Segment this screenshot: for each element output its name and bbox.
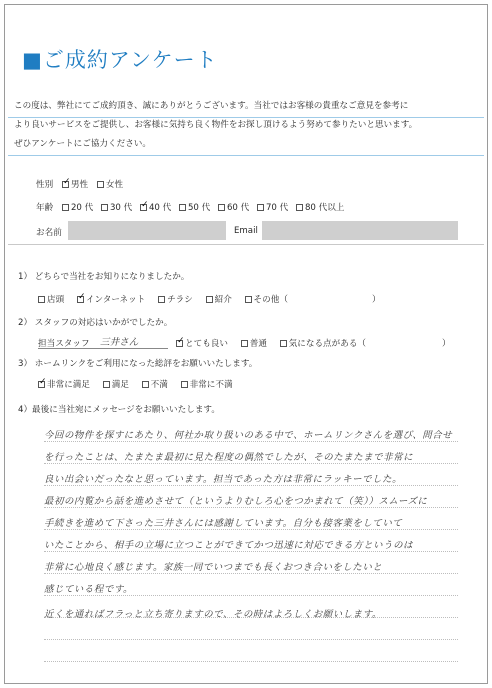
ruled-line [44,639,458,640]
checkbox-icon[interactable] [140,204,147,211]
divider [8,155,484,156]
age-option[interactable]: 30 代 [101,203,132,213]
q1-close-paren: ） [372,295,381,305]
checkbox-icon[interactable] [181,381,188,388]
question-4: 4）最後に当社宛にメッセージをお願いいたします。 [18,405,220,415]
page-title: ■ご成約アンケート [22,48,218,72]
q3-option[interactable]: 不満 [142,380,168,390]
message-line: を行ったことは、たまたま最初に見た程度の偶然でしたが、そのたまたまで非常に [44,452,414,463]
age-option[interactable]: 50 代 [179,203,210,213]
checkbox-icon[interactable] [158,296,165,303]
gender-option-female[interactable]: 女性 [97,180,123,190]
question-2: 2） スタッフの対応はいかがでしたか。 [18,318,173,328]
email-field-redacted[interactable] [262,221,458,240]
q1-option[interactable]: チラシ [158,295,193,305]
q2-option[interactable]: 普通 [241,339,267,349]
q3-option[interactable]: 非常に不満 [181,380,233,390]
checkbox-icon[interactable] [62,204,69,211]
name-field-redacted[interactable] [68,221,226,240]
email-label: Email [234,226,258,236]
intro-line: より良いサービスをご提供し、お客様に気持ち良く物件をお探し頂けるよう努めて参りたいと思います。 [14,120,418,130]
checkbox-icon[interactable] [38,381,45,388]
message-line: 最初の内覧から話を進めさせて（というよりむしろ心をつかまれて（笑））スムーズに [44,496,428,507]
q2-close-paren: ） [442,339,451,349]
staff-underline [38,348,168,349]
message-line: 良い出会いだったなと思っています。担当であった方は非常にラッキーでした。 [44,474,403,485]
gender-label: 性別 [36,180,54,190]
question-1: 1） どちらで当社をお知りになりましたか。 [18,272,190,282]
divider [8,244,484,245]
age-option[interactable]: 60 代 [218,203,249,213]
staff-label: 担当スタッフ [38,339,90,349]
message-line: 手続きを進めて下さった三井さんには感謝しています。自分も接客業をしていて [44,518,403,529]
name-label: お名前 [36,228,62,238]
age-row [36,201,344,213]
message-line: 感じている程です。 [44,584,134,595]
message-line: 今回の物件を探すにあたり、何社か取り扱いのある中で、ホームリンクさんを選び、問合せ [44,430,453,441]
checkbox-icon[interactable] [176,340,183,347]
checkbox-icon[interactable] [257,204,264,211]
checkbox-icon[interactable] [97,181,104,188]
checkbox-icon[interactable] [103,381,110,388]
q2-option-concern[interactable]: 気になる点がある（ [280,339,366,349]
ruled-line [44,661,458,662]
age-option[interactable]: ✓ 40 代 [140,203,171,213]
checkbox-icon[interactable] [142,381,149,388]
checkbox-icon[interactable] [77,296,84,303]
checkbox-icon[interactable] [206,296,213,303]
ruled-line [44,573,458,574]
ruled-line [44,529,458,530]
q1-option[interactable]: 店頭 [38,295,64,305]
ruled-line [44,441,458,442]
q1-option[interactable]: ✓ インターネット [77,295,145,305]
divider [8,117,484,118]
checkbox-icon[interactable] [245,296,252,303]
checkbox-icon[interactable] [218,204,225,211]
gender-option-male[interactable]: ✓ 男性 [62,180,88,190]
q1-option[interactable]: 紹介 [206,295,232,305]
intro-line: ぜひアンケートにご協力ください。 [14,139,151,149]
question-1-options [38,293,288,305]
question-2-options [176,337,366,349]
q1-option-other[interactable]: その他（ [245,295,288,305]
message-line: 非常に心地良く感じます。家族一同でいつまでも長くおつき合いをしたいと [44,562,383,573]
checkbox-icon[interactable] [62,181,69,188]
gender-row [36,178,123,190]
checkbox-icon[interactable] [280,340,287,347]
checkbox-icon[interactable] [241,340,248,347]
ruled-line [44,595,458,596]
q2-option[interactable]: ✓ とても良い [176,339,228,349]
question-3: 3） ホームリンクをご利用になった総評をお願いいたします。 [18,359,258,369]
age-option[interactable]: 70 代 [257,203,288,213]
ruled-line [44,551,458,552]
staff-name-handwritten: 三井さん [100,337,139,348]
checkbox-icon[interactable] [38,296,45,303]
checkbox-icon[interactable] [179,204,186,211]
age-label: 年齢 [36,203,54,213]
message-line: 近くを通ればフラっと立ち寄りますので、その時はよろしくお願いします。 [44,609,382,620]
intro-line: この度は、弊社にてご成約頂き、誠にありがとうございます。当社ではお客様の貴重なご意見を参考に [14,101,409,111]
age-option[interactable]: 80 代以上 [296,203,344,213]
age-option[interactable]: 20 代 [62,203,93,213]
intro-text [14,97,476,154]
q3-option[interactable]: 満足 [103,380,129,390]
message-line: いたことから、相手の立場に立つことができてかつ迅速に対応できる方というのは [44,540,414,551]
checkbox-icon[interactable] [101,204,108,211]
ruled-line [44,463,458,464]
ruled-line [44,507,458,508]
q3-option[interactable]: ✓非常に満足 [38,380,90,390]
checkbox-icon[interactable] [296,204,303,211]
ruled-line [44,485,458,486]
question-3-options [38,378,233,390]
